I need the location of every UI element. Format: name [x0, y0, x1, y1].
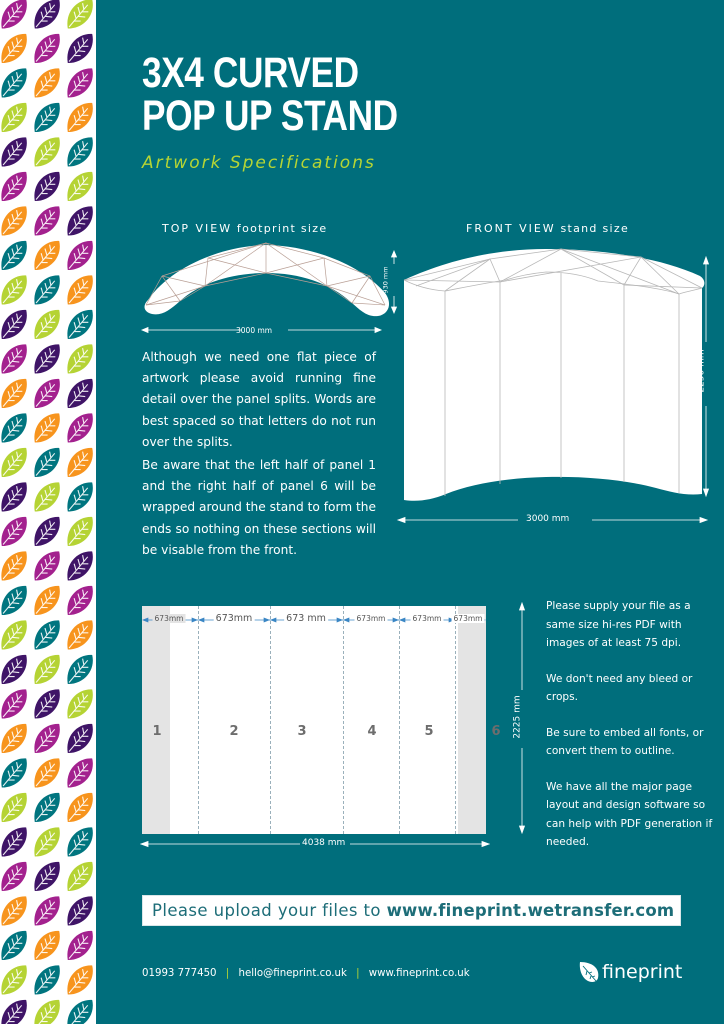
- panel-4-width: 673mm: [356, 614, 386, 623]
- footer-contact: [142, 968, 470, 979]
- front-view-diagram: [396, 244, 712, 529]
- panel-3-width: 673 mm: [286, 613, 326, 624]
- body-paragraph-1: Although we need one flat piece of artwork please avoid running fine detail over the panel splits. Words are best spaced so that letters do not run over the splits.: [142, 350, 376, 449]
- panel-split-5: [455, 606, 456, 834]
- top-view-label-bold: TOP VIEW: [162, 222, 233, 235]
- front-view-label-bold: FRONT VIEW: [466, 222, 556, 235]
- top-view-label: [162, 222, 327, 235]
- panel-number-1: 1: [152, 724, 162, 739]
- page-title: [142, 49, 398, 140]
- upload-prefix: Please upload your files to: [152, 901, 387, 920]
- top-view-width-dim: 3000 mm: [236, 326, 273, 335]
- note-4: We have all the major page layout and design software so can help with PDF generation if needed.: [546, 780, 713, 848]
- panel-number-3: 3: [297, 724, 307, 739]
- title-line-2: POP UP STAND: [142, 92, 398, 140]
- panel-number-2: 2: [229, 724, 239, 739]
- panel-split-2: [270, 606, 271, 834]
- leaf-logo-icon: [578, 960, 600, 984]
- upload-link[interactable]: www.fineprint.wetransfer.com: [386, 901, 675, 920]
- total-width-dim: 4038 mm: [302, 838, 346, 848]
- panel-number-4: 4: [367, 724, 377, 739]
- panel-5-width: 673mm: [412, 614, 442, 623]
- panel-1-width: 673mm: [154, 614, 184, 623]
- leaf-pattern-icon: [0, 0, 96, 1024]
- top-view-depth-dim: 930 mm: [381, 266, 390, 294]
- top-view-diagram: [140, 238, 400, 338]
- logo-text: fineprint: [602, 961, 683, 983]
- front-view-label-rest: stand size: [560, 222, 630, 235]
- leaf-pattern-strip: [0, 0, 96, 1024]
- file-requirements-notes: [546, 597, 716, 869]
- body-paragraph-2: Be aware that the left half of panel 1 and the right half of panel 6 will be wrapped around the stand to form the ends so nothing on these sections will be visable from the front.: [142, 458, 376, 557]
- wrap-area-right: [458, 606, 486, 834]
- panel-split-4: [399, 606, 400, 834]
- footer-email[interactable]: hello@fineprint.co.uk: [238, 968, 347, 979]
- note-1: Please supply your file as a same size hi-res PDF with images of at least 75 dpi.: [546, 600, 691, 649]
- panel-split-3: [343, 606, 344, 834]
- panel-number-6: 6: [491, 724, 501, 739]
- main-panel: [96, 0, 724, 1024]
- fineprint-logo: [578, 958, 682, 986]
- footer-website[interactable]: www.fineprint.co.uk: [368, 968, 470, 979]
- footer-separator: |: [225, 968, 230, 979]
- panel-number-5: 5: [424, 724, 434, 739]
- front-view-label: [466, 222, 629, 235]
- artwork-layout: [142, 606, 501, 834]
- note-3: Be sure to embed all fonts, or convert them to outline.: [546, 726, 704, 757]
- note-2: We don't need any bleed or crops.: [546, 672, 693, 703]
- total-height-dim: 2225 mm: [512, 695, 523, 739]
- top-view-label-rest: footprint size: [236, 222, 328, 235]
- upload-banner: [142, 895, 681, 926]
- front-view-width-dim: 3000 mm: [526, 514, 570, 524]
- panel-2-width: 673mm: [215, 613, 253, 624]
- panel-6-width: 673mm: [453, 614, 483, 623]
- wrap-area-left: [142, 606, 170, 834]
- panel-split-1: [198, 606, 199, 834]
- footer-separator: |: [356, 968, 360, 979]
- front-view-height-dim: 2250 mm: [696, 349, 707, 393]
- title-line-1: 3X4 CURVED: [142, 49, 359, 97]
- page-subtitle: Artwork Specifications: [142, 153, 376, 173]
- footer-phone: 01993 777450: [142, 968, 217, 979]
